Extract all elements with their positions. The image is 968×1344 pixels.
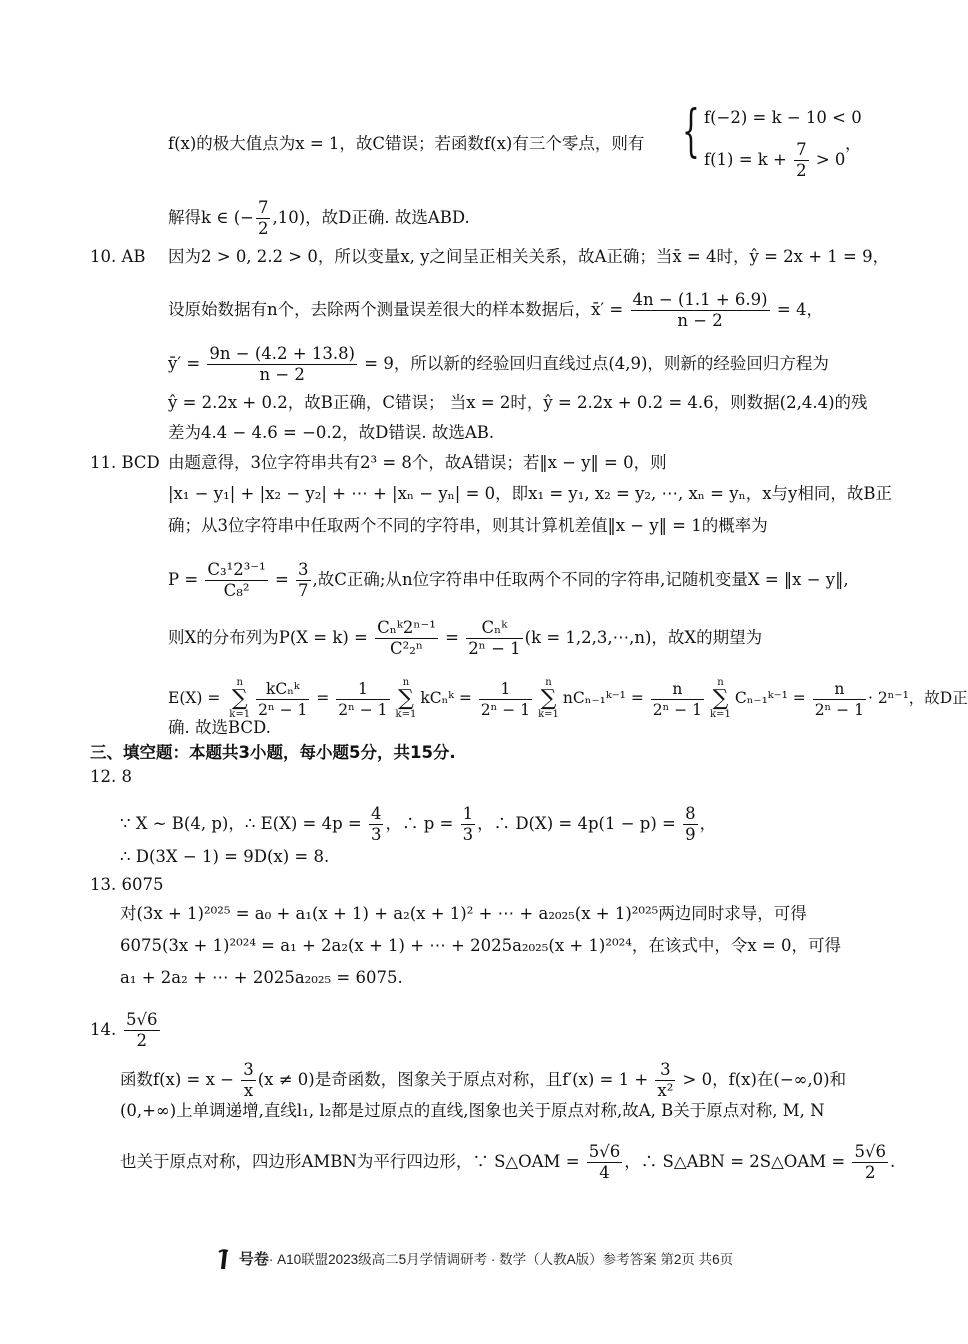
fraction: $\frac{n}{\text{2ⁿ − 1}}$ — [652, 679, 703, 719]
q10-line1: 10. AB 因为2 > 0, 2.2 > 0，所以变量x, y之间呈正相关关系，故A正确；当x̄ = 4时，ŷ = 2x + 1 = 9， — [90, 247, 890, 266]
q11-line4: P = $\frac{\text{C₃¹2³⁻¹}}{\text{C₈²}}$ = $\frac{3}{7}$ ,故C正确;从n位字符串中任取两个不同的字符串,记随机变量X = ‖x − y‖, — [168, 560, 849, 600]
logo-text: 号卷 — [238, 1250, 269, 1268]
q14-line2: (0,+∞)上单调递增,直线l₁, l₂都是过原点的直线,图象也关于原点对称,故A, B关于原点对称, M, N — [120, 1101, 825, 1120]
page-footer: 号卷· A10联盟2023级高二5月学情调研考 · 数学（人教A版）参考答案 第2页 共6页 — [0, 1248, 950, 1272]
q13-line0: 13. 6075 — [90, 875, 164, 894]
q13-line3: a₁ + 2a₂ + ⋯ + 2025a₂₀₂₅ = 6075. — [120, 968, 403, 987]
q11-line5: 则X的分布列为P(X = k) = Cₙᵏ2ⁿ⁻¹ C²₂ⁿ = Cₙᵏ 2ⁿ − 1 (k = 1,2,3,⋯,n)，故X的期望为 — [168, 618, 763, 658]
q14-number: 14. $\frac{5√6}{2}$ — [90, 1010, 158, 1050]
q10-line4: ŷ = 2.2x + 0.2，故B正确，C错误； 当x = 2时，ŷ = 2.2x + 0.2 = 4.6，则数据(2,4.4)的残 — [168, 393, 868, 412]
q10-line5: 差为4.4 − 4.6 = −0.2，故D错误. 故选AB. — [168, 423, 495, 442]
q9-comma: ， — [845, 134, 862, 153]
fraction: $\frac{\text{C₃¹2³⁻¹}}{\text{C₈²}}$ — [207, 560, 266, 600]
cases-brace: { — [682, 99, 700, 164]
section-heading: 三、填空题：本题共3小题，每小题5分，共15分. — [90, 743, 456, 762]
q9-case1: f(−2) = k − 10 < 0 — [704, 108, 862, 127]
fraction: $\frac{5√6}{2}$ — [854, 1142, 886, 1182]
q9-line1: f(x)的极大值点为x = 1，故C错误；若函数f(x)有三个零点，则有 — [168, 134, 645, 153]
logo-icon — [217, 1248, 239, 1272]
question-number: 10. AB — [90, 247, 146, 266]
fraction: $\frac{1}{\text{2ⁿ − 1}}$ — [338, 679, 388, 719]
q14-line1: 函数f(x) = x − $\frac{3}{x}$ (x ≠ 0)是奇函数，图象关于原点对称，且f′(x) = 1 + $\frac{3}{\text{x²}}$ > 0，f(x)在(−∞,0)和 — [120, 1060, 847, 1100]
fraction: Cₙᵏ 2ⁿ − 1 — [468, 618, 521, 658]
fraction: $\frac{4n - (1.1 + 6.9)}{n - 2}$ — [632, 290, 768, 330]
fraction: $\frac{3}{x}$ — [243, 1060, 254, 1100]
fraction: $\frac{1}{\text{2ⁿ − 1}}$ — [480, 679, 531, 719]
q9-line2: 解得k ∈ (− $\frac{7}{2}$ ,10)，故D正确. 故选ABD. — [168, 198, 470, 238]
fraction: $\frac{n}{\text{2ⁿ − 1}}$ — [814, 679, 864, 719]
sum-symbol: n ∑ k=1 — [395, 677, 417, 720]
fraction: Cₙᵏ2ⁿ⁻¹ C²₂ⁿ — [377, 618, 436, 658]
fraction: $\frac{1}{3}$ — [462, 804, 474, 844]
q9-case2: f(1) = k + $\frac{7}{2}$ > 0 — [704, 140, 846, 180]
q11-line1: 11. BCD 由题意得，3位字符串共有2³ = 8个，故A错误；若‖x − y‖ = 0，则 — [90, 453, 667, 472]
fraction: kCₙᵏ 2ⁿ − 1 — [258, 679, 308, 719]
answer-fraction: $\frac{5√6}{2}$ — [126, 1010, 158, 1050]
q12-line2: ∴ D(3X − 1) = 9D(x) = 8. — [120, 847, 330, 866]
q10-line3: ȳ′ = $\frac{9n - (4.2 + 13.8)}{n - 2}$ = 9，所以新的经验回归直线过点(4,9)，则新的经验回归方程为 — [168, 344, 829, 384]
q11-line3: 确；从3位字符串中任取两个不同的字符串，则其计算机差值‖x − y‖ = 1的概率为 — [168, 516, 768, 535]
q13-line1: 对(3x + 1)²⁰²⁵ = a₀ + a₁(x + 1) + a₂(x + 1)² + ⋯ + a₂₀₂₅(x + 1)²⁰²⁵两边同时求导，可得 — [120, 904, 807, 923]
fraction: $\frac{3}{\text{x²}}$ — [657, 1060, 674, 1100]
fraction: $\frac{5√6}{4}$ — [588, 1142, 621, 1182]
sum-symbol: n ∑ k=1 — [538, 677, 559, 720]
q12-line1: ∵ X ~ B(4, p)，∴ E(X) = 4p = $\frac{4}{3}$ ，∴ p = $\frac{1}{3}$ ，∴ D(X) = 4p(1 − p) = $\frac{8}{9}$ ， — [120, 804, 717, 844]
q14-line3: 也关于原点对称，四边形AMBN为平行四边形，∵ S△OAM = $\frac{5√6}{4}$ ，∴ S△ABN = 2S△OAM = $\frac{5√6}{2}$ . — [120, 1142, 896, 1182]
fraction: $\frac{7}{2}$ — [257, 198, 269, 238]
question-number: 11. BCD — [90, 453, 160, 472]
q11-line6: E(X) = n ∑ k=1 kCₙᵏ 2ⁿ − 1 = $\frac{1}{\text{2ⁿ − 1}}$ n ∑ k=1 kCₙᵏ = $\frac{1}{\text{2ⁿ − 1}}$ n ∑ k=1 nCₙ₋₁ᵏ⁻¹ = $\frac{n}{\text{2ⁿ − 1}}$ n ∑ k=1 Cₙ₋₁ᵏ⁻¹ = $\frac{n}{\text{2ⁿ − 1}}$ · 2ⁿ⁻¹，故D正 — [168, 677, 968, 720]
fraction: $\frac{8}{9}$ — [685, 804, 696, 844]
fraction: $\frac{3}{7}$ — [298, 560, 309, 600]
fraction: $\frac{7}{2}$ — [796, 140, 807, 180]
q10-line2: 设原始数据有n个，去除两个测量误差很大的样本数据后，x̄′ = $\frac{4n - (1.1 + 6.9)}{n - 2}$ = 4， — [168, 290, 823, 330]
q13-line2: 6075(3x + 1)²⁰²⁴ = a₁ + 2a₂(x + 1) + ⋯ + 2025a₂₀₂₅(x + 1)²⁰²⁴，在该式中，令x = 0，可得 — [120, 936, 841, 955]
q11-line2: |x₁ − y₁| + |x₂ − y₂| + ⋯ + |xₙ − yₙ| = 0，即x₁ = y₁, x₂ = y₂, ⋯, xₙ = yₙ，x与y相同，故B正 — [168, 484, 892, 503]
q12-line0: 12. 8 — [90, 767, 132, 786]
q11-line7: 确. 故选BCD. — [168, 718, 271, 737]
sum-symbol: n ∑ k=1 — [710, 677, 731, 720]
sum-symbol: n ∑ k=1 — [229, 677, 251, 720]
fraction: $\frac{4}{3}$ — [370, 804, 382, 844]
fraction: $\frac{9n - (4.2 + 13.8)}{n - 2}$ — [209, 344, 355, 384]
